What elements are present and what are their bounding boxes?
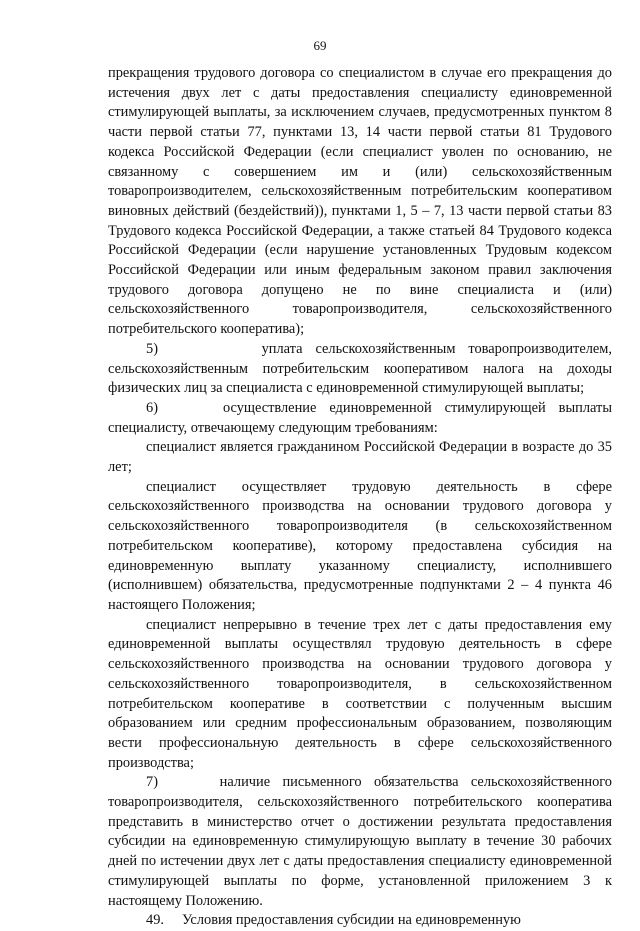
paragraph: прекращения трудового договора со специалистом в случае его прекращения до истечения двух лет с даты предоставления специалисту единовременной стимулирующей выплаты, за исключением случаев, предусмотренных пунктом 8 части первой статьи 77, пунктами 13, 14 части первой статьи 81 Трудового кодекса Российской Федерации (если специалист уволен по основанию, не связанному с совершением им и (или) сельскохозяйственным товаропроизводителем, сельскохозяйственным потребительским кооперативом виновных действий (бездействий)), пунктами 1, 5 – 7, 13 части первой статьи 83 Трудового кодекса Российской Федерации, а также статьей 84 Трудового кодекса Российской Федерации (если нарушение установленных Трудовым кодексом Российской Федерации или иным федеральным законом правил заключения трудового договора допущено не по вине специалиста и (или) сельскохозяйственного товаропроизводителя, сельскохозяйственного потребительского кооператива); xyxy=(108,65,612,338)
page-number: 69 xyxy=(313,38,327,53)
paragraph: специалист является гражданином Российской Федерации в возрасте до 35 лет; xyxy=(108,439,612,476)
paragraph: 49. Условия предоставления субсидии на единовременную xyxy=(146,912,521,929)
document-body xyxy=(108,64,612,931)
paragraph: 6) осуществление единовременной стимулирующей выплаты специалисту, отвечающему следующим требованиям: xyxy=(108,399,612,436)
paragraph: специалист осуществляет трудовую деятельность в сфере сельскохозяйственного производства на основании трудового договора у сельскохозяйственного товаропроизводителя (в сельскохозяйственном потребительском кооперативе), которому предоставлена субсидия на единовременную выплату указанному специалисту, исполнившего (исполнившем) обязательства, предусмотренные подпунктами 2 – 4 пункта 46 настоящего Положения; xyxy=(108,478,612,613)
paragraph: 5) уплата сельскохозяйственным товаропроизводителем, сельскохозяйственным потребительским кооперативом налога на доходы физических лиц за специалиста с единовременной стимулирующей выплаты; xyxy=(108,340,612,397)
paragraph: 7) наличие письменного обязательства сельскохозяйственного товаропроизводителя, сельскохозяйственного потребительского кооператива представить в министерство отчет о достижении результата предоставления субсидии на единовременную стимулирующую выплату в течение 30 рабочих дней по истечении двух лет с даты предоставления специалисту единовременной стимулирующей выплаты по форме, установленной приложением 3 к настоящему Положению. xyxy=(108,774,612,909)
paragraph: специалист непрерывно в течение трех лет с даты предоставления ему единовременной выплаты осуществлял трудовую деятельность в сфере сельскохозяйственного производства на основании трудового договора у сельскохозяйственного товаропроизводителя, в сельскохозяйственном потребительском кооперативе в соответствии с полученным высшим образованием или средним профессиональным образованием, позволяющим вести профессиональную деятельность в сфере сельскохозяйственного производства; xyxy=(108,616,612,771)
